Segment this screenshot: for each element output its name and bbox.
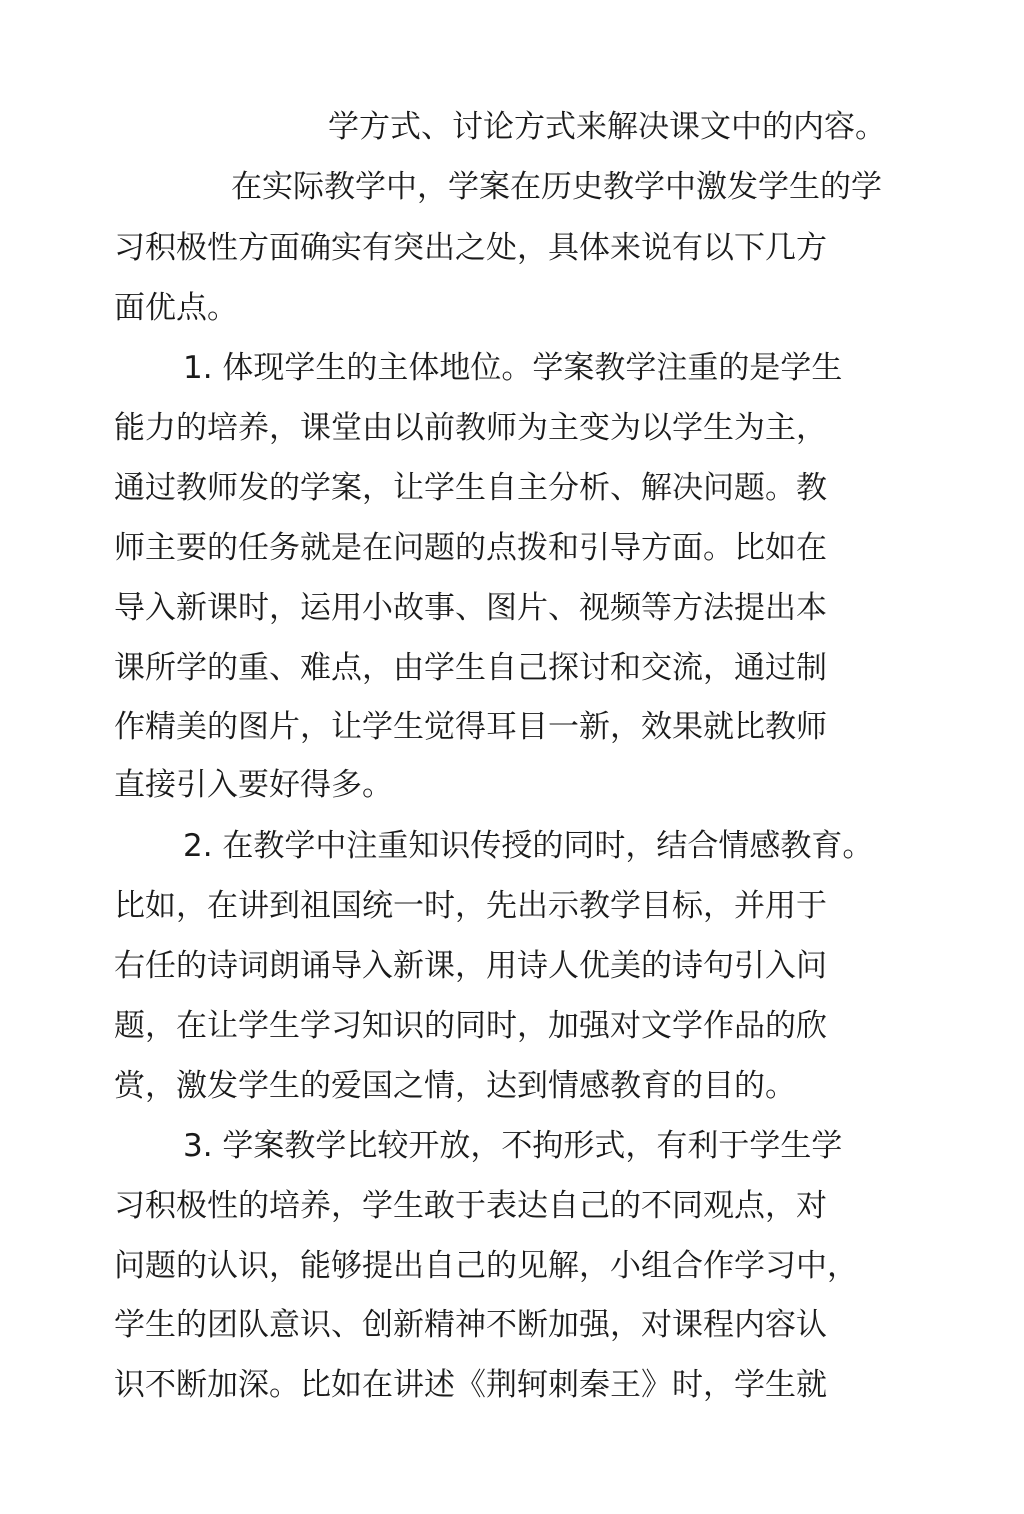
- text-line: 师主要的任务就是在问题的点拨和引导方面。比如在: [114, 530, 827, 566]
- text-line: 1. 体现学生的主体地位。学案教学注重的是学生: [183, 350, 843, 386]
- text-line: 作精美的图片，让学生觉得耳目一新，效果就比教师: [114, 709, 827, 745]
- text-line: 在实际教学中，学案在历史教学中激发学生的学: [231, 169, 882, 205]
- text-line: 识不断加深。比如在讲述《荆轲刺秦王》时，学生就: [114, 1367, 827, 1403]
- text-line: 问题的认识，能够提出自己的见解，小组合作学习中，: [114, 1248, 858, 1284]
- text-line: 3. 学案教学比较开放，不拘形式，有利于学生学: [183, 1128, 843, 1164]
- text-line: 通过教师发的学案，让学生自主分析、解决问题。教: [114, 470, 827, 506]
- text-line: 比如，在讲到祖国统一时，先出示教学目标，并用于: [114, 888, 827, 924]
- text-line: 直接引入要好得多。: [114, 767, 393, 803]
- text-line: 2. 在教学中注重知识传授的同时，结合情感教育。: [183, 828, 874, 864]
- text-line: 赏，激发学生的爱国之情，达到情感教育的目的。: [114, 1068, 796, 1104]
- text-line: 导入新课时，运用小故事、图片、视频等方法提出本: [114, 590, 827, 626]
- text-line: 习积极性的培养，学生敢于表达自己的不同观点，对: [114, 1188, 827, 1224]
- text-line: 面优点。: [114, 290, 238, 326]
- text-line: 课所学的重、难点，由学生自己探讨和交流，通过制: [114, 650, 827, 686]
- text-line: 题，在让学生学习知识的同时，加强对文学作品的欣: [114, 1008, 827, 1044]
- text-line: 学方式、讨论方式来解决课文中的内容。: [328, 109, 886, 145]
- text-line: 右任的诗词朗诵导入新课，用诗人优美的诗句引入问: [114, 948, 827, 984]
- text-line: 能力的培养，课堂由以前教师为主变为以学生为主，: [114, 410, 827, 446]
- text-line: 习积极性方面确实有突出之处，具体来说有以下几方: [114, 230, 827, 266]
- text-line: 学生的团队意识、创新精神不断加强，对课程内容认: [114, 1307, 827, 1343]
